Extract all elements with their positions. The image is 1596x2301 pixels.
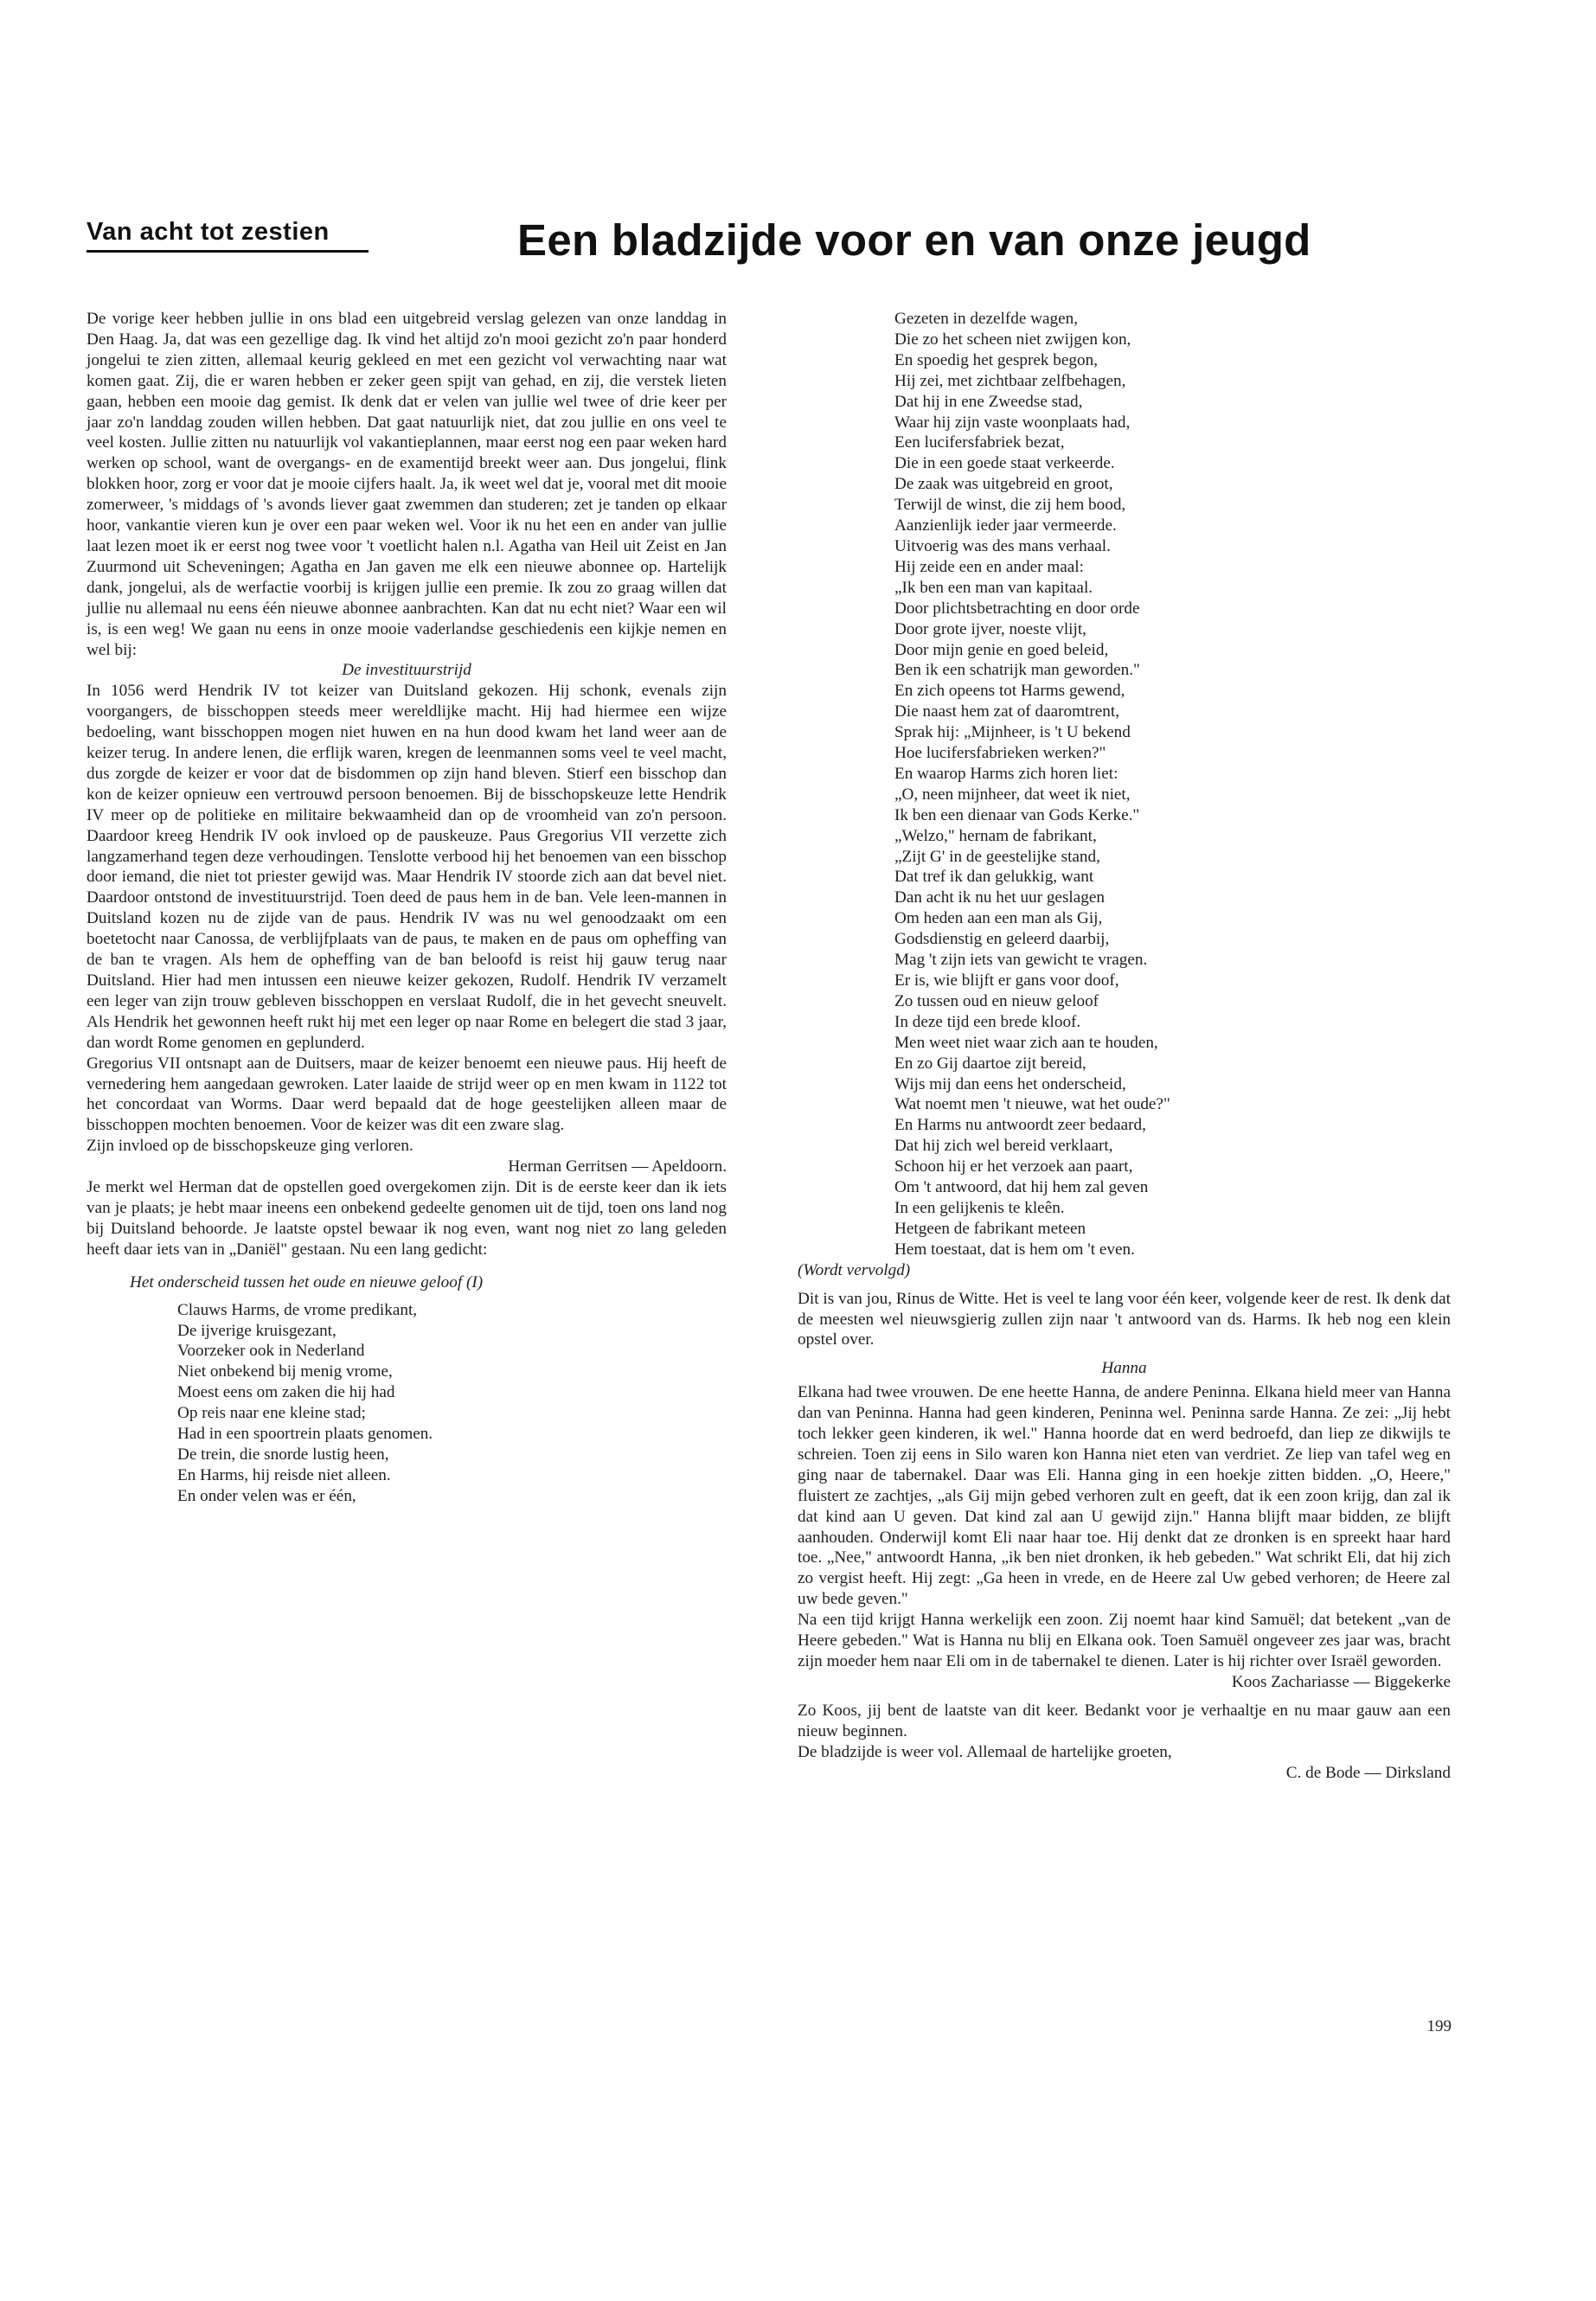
poem-line: Hoe lucifersfabrieken werken?" xyxy=(894,744,1106,763)
poem-line: Niet onbekend bij menig vrome, xyxy=(177,1362,393,1381)
poem-line: Gezeten in dezelfde wagen, xyxy=(894,310,1079,328)
poem-line: De zaak was uitgebreid en groot, xyxy=(894,475,1113,494)
poem-line: Door plichtsbetrachting en door orde xyxy=(894,599,1140,618)
poem-line: Door mijn genie en goed beleid, xyxy=(894,640,1109,659)
right-column xyxy=(798,309,1451,1783)
poem-line: Voorzeker ook in Nederland xyxy=(177,1342,365,1361)
poem-verses-right xyxy=(798,309,1451,1260)
poem-line: Uitvoerig was des mans verhaal. xyxy=(894,536,1111,555)
story-paragraph: Na een tijd krijgt Hanna werkelijk een zoon. Zij noemt haar kind Samuël; dat betekent „van de Heere gebeden." Wat is Hanna nu blij en Elkana ook. Toen Samuël ongeveer zes jaar was, bracht zijn moeder hem naar Eli om in de tabernakel te dienen. Later is hij richter over Israël geworden. xyxy=(798,1611,1451,1670)
poem-line: Moest eens om zaken die hij had xyxy=(177,1383,395,1402)
poem-line: In deze tijd een brede kloof. xyxy=(894,1012,1081,1031)
editor-reply: Je merkt wel Herman dat de opstellen goed overgekomen zijn. Dit is de eerste keer dan ik iets van je plaats; je hebt maar ineens een onbekend gedeelte genomen uit de tijd, toen ons land nog bij Duitsland behoorde. Je laatste opstel bewaar ik nog even, want nog niet zo lang geleden heeft daar iets van in „Daniël" gestaan. Nu een lang gedicht: xyxy=(87,1178,727,1259)
poem-line: Clauws Harms, de vrome predikant, xyxy=(177,1300,418,1319)
poem-line: „Ik ben een man van kapitaal. xyxy=(894,578,1093,597)
poem-line: Aanzienlijk ieder jaar vermeerde. xyxy=(894,516,1117,535)
closing-paragraph: Zo Koos, jij bent de laatste van dit keer. Bedankt voor je verhaaltje en nu maar gauw aan een nieuw beginnen. xyxy=(798,1701,1451,1740)
poem-line: Die in een goede staat verkeerde. xyxy=(894,454,1115,473)
poem-line: Hij zei, met zichtbaar zelfbehagen, xyxy=(894,371,1126,390)
poem-line: Men weet niet waar zich aan te houden, xyxy=(894,1033,1158,1052)
poem-line: „Zijt G' in de geestelijke stand, xyxy=(894,847,1100,866)
poem-line: Ik ben een dienaar van Gods Kerke." xyxy=(894,805,1140,824)
poem-line: Hij zeide een en ander maal: xyxy=(894,557,1084,576)
poem-line: Had in een spoortrein plaats genomen. xyxy=(177,1425,433,1444)
poem-line: Terwijl de winst, die zij hem bood, xyxy=(894,496,1126,515)
poem-line: Door grote ijver, noeste vlijt, xyxy=(894,619,1086,638)
poem-line: „O, neen mijnheer, dat weet ik niet, xyxy=(894,785,1131,804)
closing-greeting: De bladzijde is weer vol. Allemaal de hartelijke groeten, xyxy=(798,1742,1172,1761)
poem-line: Dat hij in ene Zweedse stad, xyxy=(894,392,1083,411)
poem-line: En onder velen was er één, xyxy=(177,1486,356,1505)
essay-paragraph: Gregorius VII ontsnapt aan de Duitsers, maar de keizer benoemt een nieuwe paus. Hij heeft de vernedering hem aangedaan gewroken. Later laaide de strijd weer op en men kwam in 1122 tot het concordaat van Worms. Daar werd bepaald dat de hoge geestelijken alleen maar de bisschoppen mochten benoemen. Voor de keizer was dit een zware slag. xyxy=(87,1054,727,1135)
poem-line: Op reis naar ene kleine stad; xyxy=(177,1404,366,1423)
section-label: Van acht tot zestien xyxy=(87,218,369,253)
poem-line: Dan acht ik nu het uur geslagen xyxy=(894,888,1105,907)
poem-line: En spoedig het gesprek begon, xyxy=(894,350,1098,369)
story-paragraph: Elkana had twee vrouwen. De ene heette Hanna, de andere Peninna. Elkana hield meer van Hanna dan van Peninna. Hanna had geen kinderen, Peninna wel. Peninna sarde Hanna. Ze zei: „Jij hebt toch lekker geen kinderen, ik wel." Hanna hoorde dat en werd bedroefd, dan liep ze dikwijls te schreien. Toen zij eens in Silo waren kon Hanna niet eten van verdriet. Ze liep van tafel weg en ging naar de tabernakel. Daar was Eli. Hanna ging in een hoekje zitten bidden. „O, Heere," fluistert ze zachtjes, „als Gij mijn gebed verhoren zult en geeft, dat ik een zoon krijg, dan zal ik dat kind aan U geven. Dat kind zal aan U gewijd zijn." Hanna blijft maar bidden, ze blijft aanhouden. Onderwijl komt Eli naar haar toe. Hij denkt dat ze dronken is en spreekt haar hard toe. „Nee," antwoordt Hanna, „ik ben niet dronken, ik heb gebeden." Wat schrikt Eli, dat hij zich zo vergist heeft. Hij zegt: „Ga heen in vrede, en de Heere zal Uw gebed verhoren; de Heere zal uw bede geven." xyxy=(798,1383,1451,1609)
poem-line: Sprak hij: „Mijnheer, is 't U bekend xyxy=(894,723,1131,742)
page-number: 199 xyxy=(1426,2017,1452,2035)
poem-line: Er is, wie blijft er gans voor doof, xyxy=(894,971,1119,990)
essay-subtitle: De investituurstrijd xyxy=(342,661,471,680)
poem-line: Wat noemt men 't nieuwe, wat het oude?" xyxy=(894,1095,1170,1114)
continued-note: (Wordt vervolgd) xyxy=(798,1260,911,1279)
story-subtitle: Hanna xyxy=(1101,1359,1147,1378)
page-title: Een bladzijde voor en van onze jeugd xyxy=(517,215,1311,265)
poem-line: Hem toestaat, dat is hem om 't even. xyxy=(894,1240,1135,1259)
poem-line: En Harms, hij reisde niet alleen. xyxy=(177,1465,391,1484)
poem-line: Mag 't zijn iets van gewicht te vragen. xyxy=(894,951,1148,970)
poem-line: En Harms nu antwoordt zeer bedaard, xyxy=(894,1116,1146,1135)
poem-line: Om 't antwoord, dat hij hem zal geven xyxy=(894,1178,1149,1197)
poem-line: De trein, die snorde lustig heen, xyxy=(177,1445,389,1464)
poem-line: Ben ik een schatrijk man geworden." xyxy=(894,661,1140,680)
poem-line: Die naast hem zat of daaromtrent, xyxy=(894,702,1119,721)
poem-line: Godsdienstig en geleerd daarbij, xyxy=(894,930,1110,949)
essay-signature: Herman Gerritsen — Apeldoorn. xyxy=(508,1157,727,1176)
poem-line: Schoon hij er het verzoek aan paart, xyxy=(894,1157,1133,1176)
poem-line: Waar hij zijn vaste woonplaats had, xyxy=(894,413,1131,432)
poem-line: Dat hij zich wel bereid verklaart, xyxy=(894,1137,1113,1156)
poem-line: En zo Gij daartoe zijt bereid, xyxy=(894,1054,1086,1073)
essay-paragraph: In 1056 werd Hendrik IV tot keizer van Duitsland gekozen. Hij schonk, evenals zijn voorgangers, de bisschoppen steeds meer wereldlijke macht. Hij had hiermee een wijze bedoeling, want bisschoppen mogen niet huwen en na hun dood kwam het land weer aan de keizer terug. In andere lenen, die erflijk waren, kregen de leenmannen soms veel te veel macht, dus zorgde de keizer er voor dat de bisdommen op zijn hand bleven. Stierf een bisschop dan kon de keizer opnieuw een vertrouwd persoon benoemen. Bij de bisschopskeuze lette Hendrik IV meer op de politieke en militaire bekwaamheid dan op de vroomheid van zo'n persoon. Daardoor kreeg Hendrik IV ook invloed op de pauskeuze. Paus Gregorius VII verzette zich langzamerhand tegen deze verhoudingen. Tenslotte verbood hij het benoemen van een bisschop door iemand, die niet tot priester gewijd was. Maar Hendrik IV stoorde zich aan dat bevel niet. Daardoor ontstond de investituurstrijd. Toen deed de paus hem in de ban. Vele leen-mannen in Duitsland kozen nu de zijde van de paus. Hendrik IV was nu wel genoodzaakt om een boetetocht naar Canossa, de verblijfplaats van de paus, te maken en de paus om opheffing van de ban te vragen. Als hem de opheffing van de ban beloofd is reist hij gauw terug naar Duitsland. Hier had men intussen een nieuwe keizer gekozen, Rudolf. Hendrik IV verzamelt een leger van zijn trouw gebleven bisschoppen en verslaat Rudolf, die in het gevecht sneuvelt. Als Hendrik het gewonnen heeft rukt hij met een leger op naar Rome en belegert die stad 3 jaar, dan wordt Rome genomen en geplunderd. xyxy=(87,682,727,1052)
poem-line: Die zo het scheen niet zwijgen kon, xyxy=(894,330,1131,349)
poem-line: Een lucifersfabriek bezat, xyxy=(894,433,1065,452)
left-column xyxy=(87,309,727,1507)
poem-line: Dat tref ik dan gelukkig, want xyxy=(894,868,1094,887)
poem-line: Hetgeen de fabrikant meteen xyxy=(894,1219,1086,1238)
poem-line: Zo tussen oud en nieuw geloof xyxy=(894,991,1099,1010)
poem-line: De ijverige kruisgezant, xyxy=(177,1321,337,1340)
intro-paragraph: De vorige keer hebben jullie in ons blad een uitgebreid verslag gelezen van onze landdag in Den Haag. Ja, dat was een gezellige dag. Ik vind het altijd zo'n mooi gezicht zo'n paar honderd jongelui te zien zitten, allemaal keurig gekleed en met een gezicht vol verwachting naar wat komen gaat. Zij, die er waren hebben er zeker geen spijt van gehad, en zij, die verstek lieten gaan, hebben een mooie dag gemist. Ik denk dat er velen van jullie wel twee of drie keer per jaar zo'n landdag zouden willen hebben. Dat gaat natuurlijk niet, dat zou jullie en ons veel te veel kosten. Jullie zitten nu natuurlijk vol vakantieplannen, maar eerst nog een paar weken hard werken op school, want de overgangs- en de examentijd breekt weer aan. Dus jongelui, flink blokken hoor, zorg er voor dat je mooie cijfers haalt. Ja, ik weet wel dat je, vooral met dit mooie zomerweer, 's middags of 's avonds liever gaat zwemmen dan studeren; zet je tanden op elkaar hoor, vankantie vieren kun je over een paar weken wel. Voor ik nu het een en ander van jullie laat lezen moet ik er eerst nog twee voor 't voetlicht halen n.l. Agatha van Heil uit Zeist en Jan Zuurmond uit Scheveningen; Agatha en Jan gaven me elk een nieuwe abonnee op. Hartelijk dank, jongelui, als de werfactie voorbij is krijgen jullie een premie. Ik zou zo graag willen dat jullie nu allemaal nu eens één nieuwe abonnee aanbrachten. Kan dat nu echt niet? Waar een wil is, is een weg! We gaan nu eens in onze mooie vaderlandse geschiedenis een kijkje nemen en wel bij: xyxy=(87,310,727,659)
closing-signature: C. de Bode — Dirksland xyxy=(1285,1763,1451,1782)
poem-line: En waarop Harms zich horen liet: xyxy=(894,764,1118,783)
poem-line: Om heden aan een man als Gij, xyxy=(894,909,1103,928)
story-signature: Koos Zachariasse — Biggekerke xyxy=(1231,1672,1451,1691)
poem-line: In een gelijkenis te kleên. xyxy=(894,1198,1065,1217)
poem-line: En zich opeens tot Harms gewend, xyxy=(894,682,1125,701)
poem-line: „Welzo," hernam de fabrikant, xyxy=(894,826,1097,845)
poem-line: Wijs mij dan eens het onderscheid, xyxy=(894,1074,1126,1093)
poem-title: Het onderscheid tussen het oude en nieuwe geloof (I) xyxy=(130,1272,484,1292)
essay-paragraph: Zijn invloed op de bisschopskeuze ging verloren. xyxy=(87,1137,413,1156)
editor-reply: Dit is van jou, Rinus de Witte. Het is veel te lang voor één keer, volgende keer de rest. Ik denk dat de meesten wel nieuwsgierig zullen zijn naar 't antwoord van ds. Harms. Ik heb nog een klein opstel over. xyxy=(798,1289,1451,1349)
poem-verses-left xyxy=(87,1300,727,1507)
